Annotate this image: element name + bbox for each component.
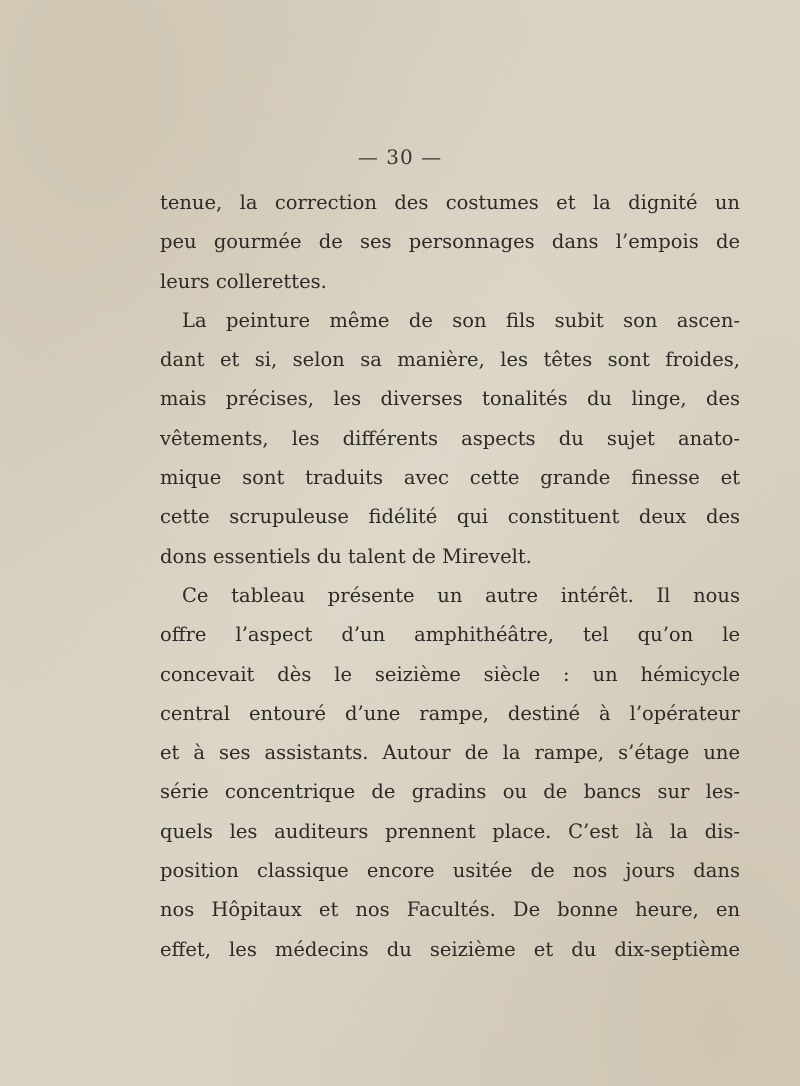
text-line: cette scrupuleuse fidélité qui constituent deux des bbox=[160, 505, 740, 529]
text-line: Ce tableau présente un autre intérêt. Il nous bbox=[182, 583, 740, 607]
text-line: mais précises, les diverses tonalités du linge, des bbox=[160, 387, 740, 411]
text-line: quels les auditeurs prennent place. C’est là la dis- bbox=[160, 819, 740, 843]
text-line: central entouré d’une rampe, destiné à l’opérateur bbox=[160, 701, 740, 725]
text-line: concevait dès le seizième siècle : un hémicycle bbox=[160, 662, 740, 686]
text-line: peu gourmée de ses personnages dans l’empois de bbox=[160, 230, 740, 254]
page-number: — 30 — bbox=[357, 145, 443, 169]
text-line: mique sont traduits avec cette grande finesse et bbox=[160, 466, 740, 490]
text-line: position classique encore usitée de nos jours dans bbox=[160, 859, 740, 883]
text-line: tenue, la correction des costumes et la dignité un bbox=[160, 191, 740, 214]
text-line: effet, les médecins du seizième et du dix-septième bbox=[160, 937, 740, 961]
text-line: nos Hôpitaux et nos Facultés. De bonne heure, en bbox=[160, 898, 740, 922]
text-line: et à ses assistants. Autour de la rampe, s’étage une bbox=[160, 741, 740, 765]
text-line: dant et si, selon sa manière, les têtes sont froides, bbox=[160, 348, 740, 372]
text-line: offre l’aspect d’un amphithéâtre, tel qu’on le bbox=[160, 623, 740, 647]
text-line: série concentrique de gradins ou de bancs sur les- bbox=[160, 780, 740, 804]
text-line: La peinture même de son fils subit son ascen- bbox=[182, 308, 740, 332]
text-line: leurs collerettes. bbox=[160, 269, 327, 293]
text-line: dons essentiels du talent de Mirevelt. bbox=[160, 544, 532, 568]
body-text bbox=[160, 183, 740, 969]
text-line: vêtements, les différents aspects du sujet anato- bbox=[160, 426, 740, 450]
